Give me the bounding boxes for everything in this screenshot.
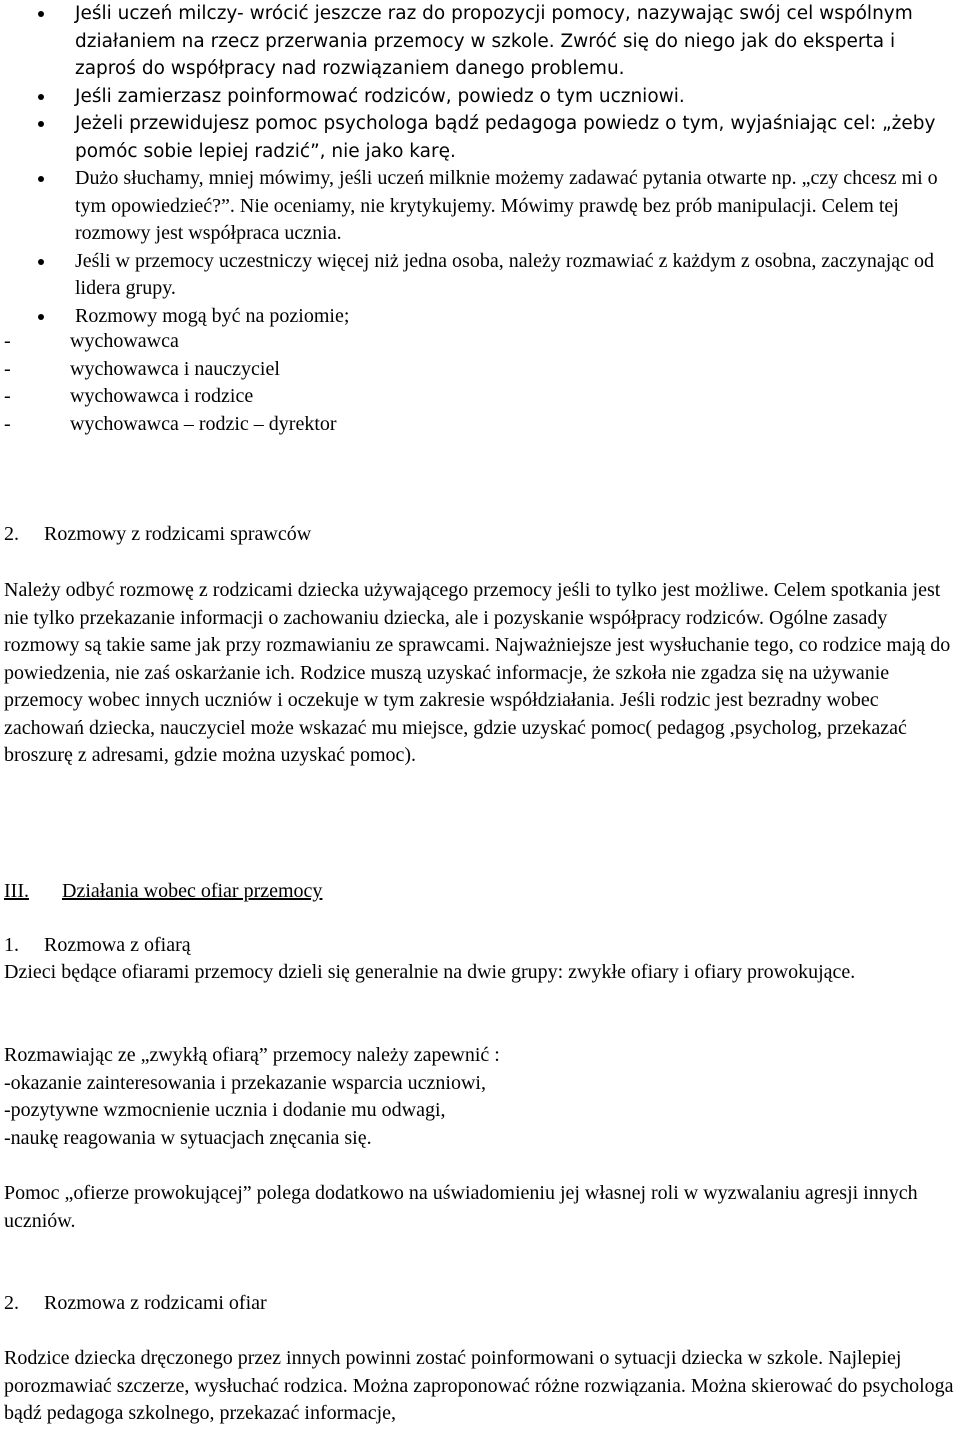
level-text: wychowawca – rodzic – dyrektor xyxy=(70,412,337,435)
subsection-title: Rozmowa z ofiarą xyxy=(44,934,191,956)
level-text: wychowawca i rodzice xyxy=(70,385,254,407)
section-heading-perpetrator-parents xyxy=(4,521,311,548)
subsection-heading-victim-parents xyxy=(4,1290,267,1317)
bullet-item xyxy=(0,110,960,165)
dash-marker: - xyxy=(4,412,11,435)
bullet-text: Jeśli zamierzasz poinformować rodziców, powiedz o tym uczniowi. xyxy=(75,85,685,107)
subsection-number: 1. xyxy=(4,934,19,956)
dash-marker: - xyxy=(4,357,11,380)
ordinary-victim-item: -okazanie zainteresowania i przekazanie wsparcia uczniowi, xyxy=(4,1071,486,1094)
level-text: wychowawca xyxy=(70,330,179,352)
bullet-item xyxy=(0,248,960,303)
section-title: Działania wobec ofiar przemocy xyxy=(62,880,323,902)
section-number: III. xyxy=(4,880,29,902)
level-text: wychowawca i nauczyciel xyxy=(70,357,280,380)
bullet-item xyxy=(0,0,960,83)
level-item xyxy=(0,356,337,384)
bullet-text: Rozmowy mogą być na poziomie; xyxy=(75,304,350,327)
subsection-title: Rozmowa z rodzicami ofiar xyxy=(44,1292,267,1314)
victim-groups-paragraph: Dzieci będące ofiarami przemocy dzieli się generalnie na dwie grupy: zwykłe ofiary i ofiary prowokujące. xyxy=(4,961,856,983)
bullet-text: Jeśli w przemocy uczestniczy więcej niż jedna osoba, należy rozmawiać z każdym z osobna, zaczynając od lidera grupy. xyxy=(75,249,935,299)
section-heading-victims xyxy=(4,878,322,905)
bullet-text: Jeśli uczeń milczy- wrócić jeszcze raz do propozycji pomocy, nazywając swój cel wspólnym działaniem na rzecz przerwania przemocy w szkole. Zwróć się do niego jak do eksperta i zaproś do współpracy nad rozwiązaniem danego problemu. xyxy=(75,3,913,79)
provoking-victim-paragraph: Pomoc „ofierze prowokującej” polega dodatkowo na uświadomieniu jej własnej roli w wyzwalaniu agresji innych uczniów. xyxy=(4,1182,918,1232)
advice-bullet-list xyxy=(0,0,960,330)
section-title: Rozmowy z rodzicami sprawców xyxy=(44,523,312,545)
bullet-item xyxy=(0,303,960,331)
bullet-text: Jeżeli przewidujesz pomoc psychologa bądź pedagoga powiedz o tym, wyjaśniając cel: „żeby pomóc sobie lepiej radzić”, nie jako karę. xyxy=(75,113,936,162)
ordinary-victim-item: -pozytywne wzmocnienie ucznia i dodanie mu odwagi, xyxy=(4,1099,446,1121)
bullet-text: Dużo słuchamy, mniej mówimy, jeśli uczeń milknie możemy zadawać pytania otwarte np. „czy chcesz mi o tym opowiedzieć?”. Nie oceniamy, nie krytykujemy. Mówimy prawdę bez prób manipulacji. Celem tej rozmowy jest współpraca ucznia. xyxy=(75,167,938,244)
dash-marker: - xyxy=(4,330,11,352)
bullet-item xyxy=(0,165,960,248)
section-number: 2. xyxy=(4,523,19,545)
ordinary-victim-item: -naukę reagowania w sytuacjach znęcania się. xyxy=(4,1126,372,1149)
conversation-levels-list xyxy=(0,328,337,438)
level-item xyxy=(0,328,337,356)
subsection-heading-victim-talk xyxy=(4,932,191,959)
ordinary-victim-lead: Rozmawiając ze „zwykłą ofiarą” przemocy należy zapewnić : xyxy=(4,1044,500,1066)
bullet-item xyxy=(0,83,960,111)
level-item xyxy=(0,383,337,411)
dash-marker: - xyxy=(4,385,11,407)
level-item xyxy=(0,411,337,439)
perpetrator-parents-paragraph: Należy odbyć rozmowę z rodzicami dziecka używającego przemocy jeśli to tylko jest możliwe. Celem spotkania jest nie tylko przekazanie informacji o zachowaniu dziecka, ale i pozyskanie współpracy rodziców. Ogólne zasady rozmowy są takie same jak przy rozmawianiu ze sprawcami. Najważniejsze jest wysłuchanie tego, co rodzice mają do powiedzenia, nie zaś oskarżanie ich. Rodzice muszą uzyskać informacje, że szkoła nie zgadza się na używanie przemocy wobec innych uczniów i oczekuje w tym zakresie współdziałania. Jeśli rodzic jest bezradny wobec zachowań dziecka, nauczyciel może wskazać mu miejsce, gdzie uzyskać pomoc( pedagog ,psycholog, przekazać broszurę z adresami, gdzie można uzyskać pomoc). xyxy=(4,579,951,766)
victim-parents-paragraph: Rodzice dziecka dręczonego przez innych powinni zostać poinformowani o sytuacji dziecka w szkole. Najlepiej porozmawiać szczerze, wysłuchać rodzica. Można zaproponować różne rozwiązania. Można skierować do psychologa bądź pedagoga szkolnego, przekazać informacje, xyxy=(4,1347,954,1424)
subsection-number: 2. xyxy=(4,1292,19,1314)
